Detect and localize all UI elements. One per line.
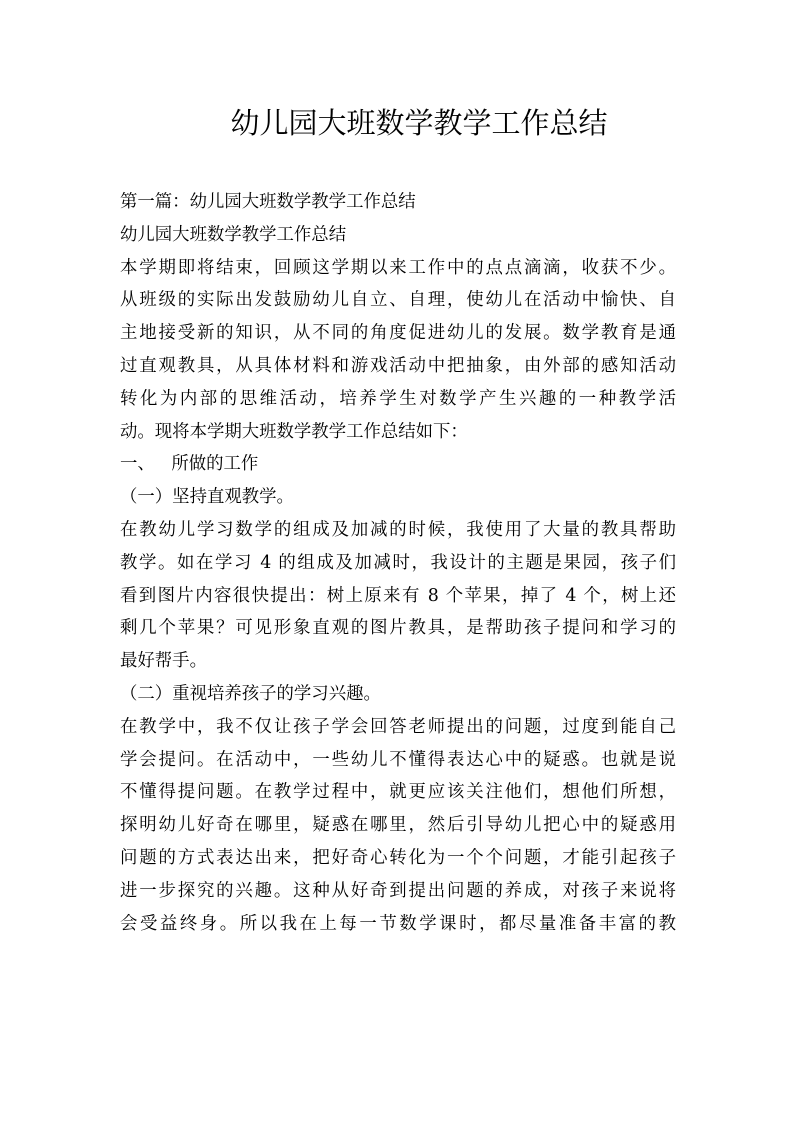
paragraph-line: 剩几个苹果？可见形象直观的图片教具，是帮助孩子提问和学习的 [120,618,676,639]
subsection-heading: （一）坚持直观教学。 [120,487,294,508]
subsection-heading: （二）重视培养孩子的学习兴趣。 [120,683,381,704]
sub-title: 幼儿园大班数学教学工作总结 [120,224,347,245]
section-heading: 一、 所做的工作 [120,454,259,475]
document-title: 幼儿园大班数学教学工作总结 [230,106,608,140]
paragraph-line: 从班级的实际出发鼓励幼儿自立、自理，使幼儿在活动中愉快、自 [120,290,676,311]
paragraph-line: 看到图片内容很快提出：树上原来有 8 个苹果，掉了 4 个，树上还 [120,585,676,606]
paragraph-line: 教学。如在学习 4 的组成及加减时，我设计的主题是果园，孩子们 [120,552,676,573]
paragraph-line: 会受益终身。所以我在上每一节数学课时，都尽量准备丰富的教 [120,913,676,934]
paragraph-line: 探明幼儿好奇在哪里，疑惑在哪里，然后引导幼儿把心中的疑惑用 [120,815,676,836]
paragraph-line: 最好帮手。 [120,651,207,672]
paragraph-line: 主地接受新的知识，从不同的角度促进幼儿的发展。数学教育是通 [120,323,676,344]
paragraph-line: 进一步探究的兴趣。这种从好奇到提出问题的养成，对孩子来说将 [120,880,676,901]
paragraph-line: 不懂得提问题。在教学过程中，就更应该关注他们，想他们所想， [120,782,676,803]
paragraph-line: 问题的方式表达出来，把好奇心转化为一个个问题，才能引起孩子 [120,847,676,868]
section-heading: 第一篇：幼儿园大班数学教学工作总结 [120,192,416,212]
paragraph-line: 在教学中，我不仅让孩子学会回答老师提出的问题，过度到能自己 [120,716,676,737]
paragraph-line: 动。现将本学期大班数学教学工作总结如下： [120,421,468,442]
paragraph-line: 本学期即将结束，回顾这学期以来工作中的点点滴滴，收获不少。 [120,257,676,278]
document-body [120,186,676,940]
paragraph-line: 过直观教具，从具体材料和游戏活动中把抽象，由外部的感知活动 [120,355,676,376]
paragraph-line: 学会提问。在活动中，一些幼儿不懂得表达心中的疑惑。也就是说 [120,749,676,770]
paragraph-line: 在教幼儿学习数学的组成及加减的时候，我使用了大量的教具帮助 [120,519,676,540]
paragraph-line: 转化为内部的思维活动，培养学生对数学产生兴趣的一种教学活 [120,388,676,409]
